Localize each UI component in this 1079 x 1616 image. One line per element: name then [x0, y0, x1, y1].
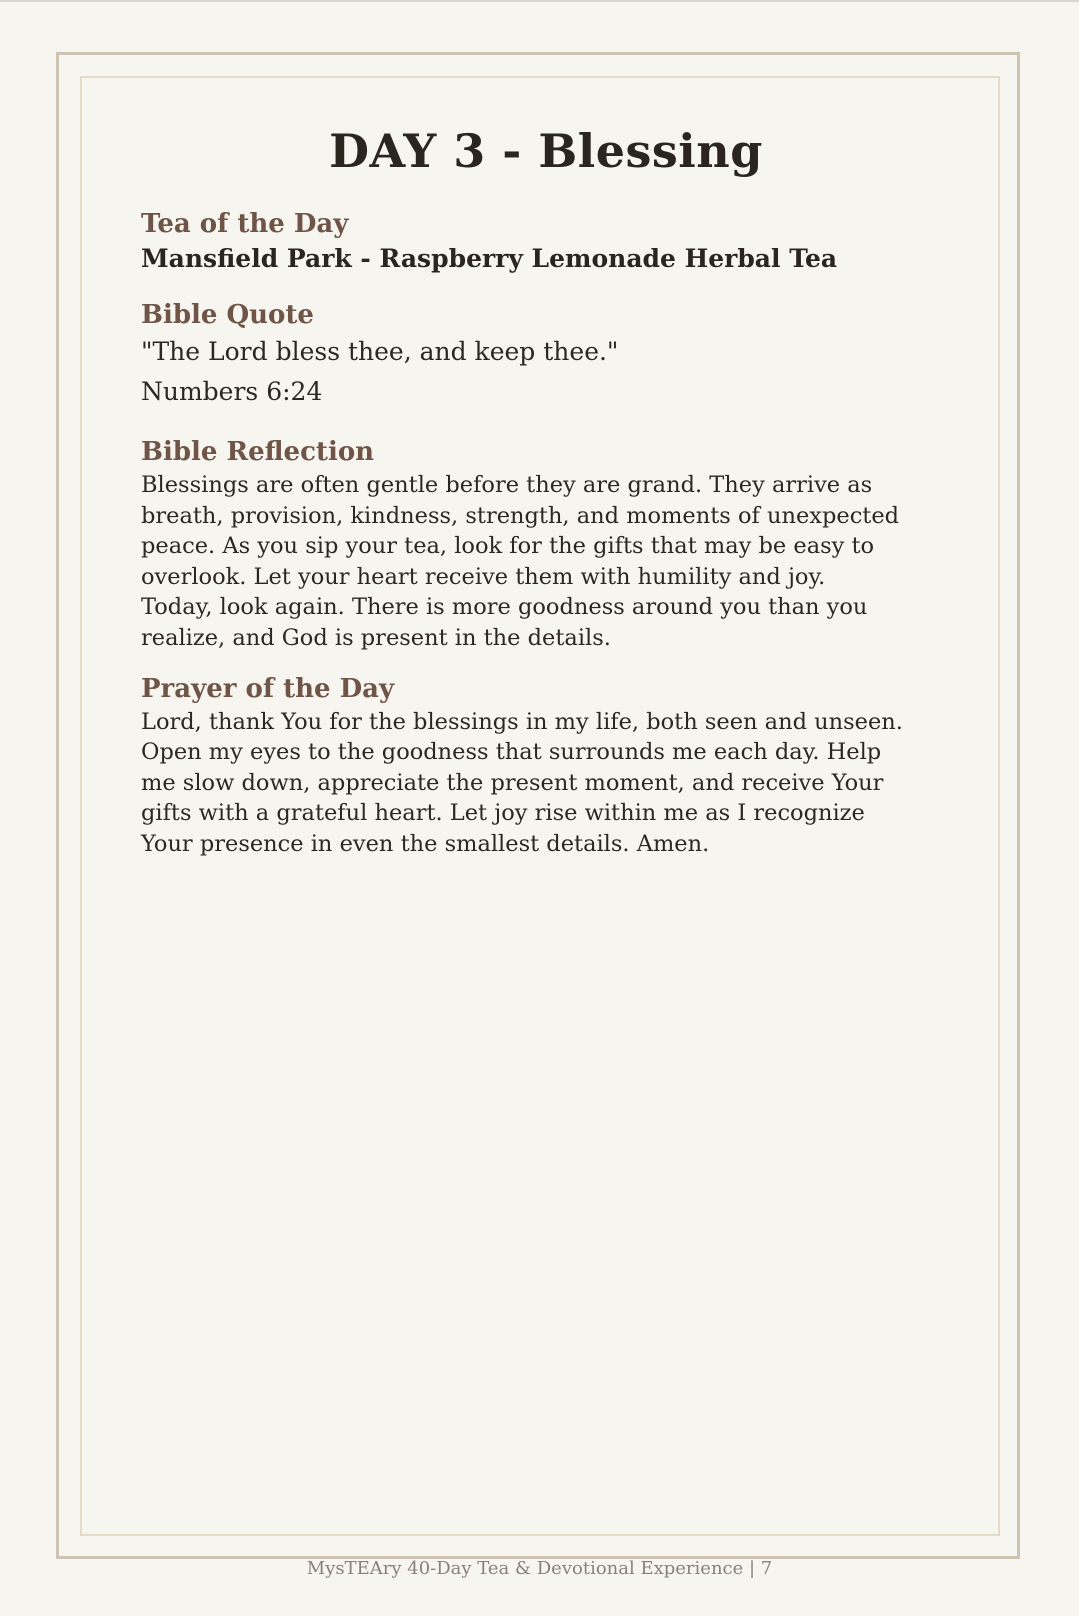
reflection-line: Today, look again. There is more goodness around you than you — [141, 594, 868, 621]
prayer-line: Your presence in even the smallest details. Amen. — [141, 830, 710, 857]
tea-name: Mansfield Park - Raspberry Lemonade Herbal Tea — [141, 244, 838, 273]
prayer-line: Lord, thank You for the blessings in my life, both seen and unseen. — [141, 708, 903, 735]
tea-of-the-day-section — [141, 207, 951, 277]
prayer-line: Open my eyes to the goodness that surrounds me each day. Help — [141, 739, 882, 766]
page-title: DAY 3 - Blessing — [329, 124, 763, 178]
bible-quote-reference: Numbers 6:24 — [141, 377, 323, 406]
bible-quote-heading: Bible Quote — [141, 300, 314, 330]
bible-reflection-heading: Bible Reflection — [141, 437, 375, 467]
bible-quote-text: "The Lord bless thee, and keep thee." — [141, 337, 619, 366]
prayer-body — [141, 707, 951, 860]
reflection-line: realize, and God is present in the details. — [141, 624, 611, 651]
bible-reflection-section — [141, 435, 951, 654]
prayer-of-the-day-heading: Prayer of the Day — [141, 673, 395, 704]
reflection-line: breath, provision, kindness, strength, and moments of unexpected — [141, 502, 900, 529]
tea-of-the-day-heading: Tea of the Day — [141, 209, 349, 239]
top-edge-line — [0, 0, 1079, 2]
prayer-of-the-day-section — [141, 672, 951, 860]
prayer-line: gifts with a grateful heart. Let joy rise within me as I recognize — [141, 800, 865, 827]
reflection-line: Blessings are often gentle before they are grand. They arrive as — [141, 472, 873, 498]
bible-reflection-body — [141, 470, 951, 654]
prayer-line: me slow down, appreciate the present moment, and receive Your — [141, 769, 884, 796]
bible-quote-section — [141, 298, 951, 412]
reflection-line: peace. As you sip your tea, look for the gifts that may be easy to — [141, 533, 875, 560]
devotional-content — [141, 118, 951, 860]
reflection-line: overlook. Let your heart receive them with humility and joy. — [141, 563, 826, 590]
page-footer: MysTEAry 40-Day Tea & Devotional Experience | 7 — [306, 1558, 773, 1579]
